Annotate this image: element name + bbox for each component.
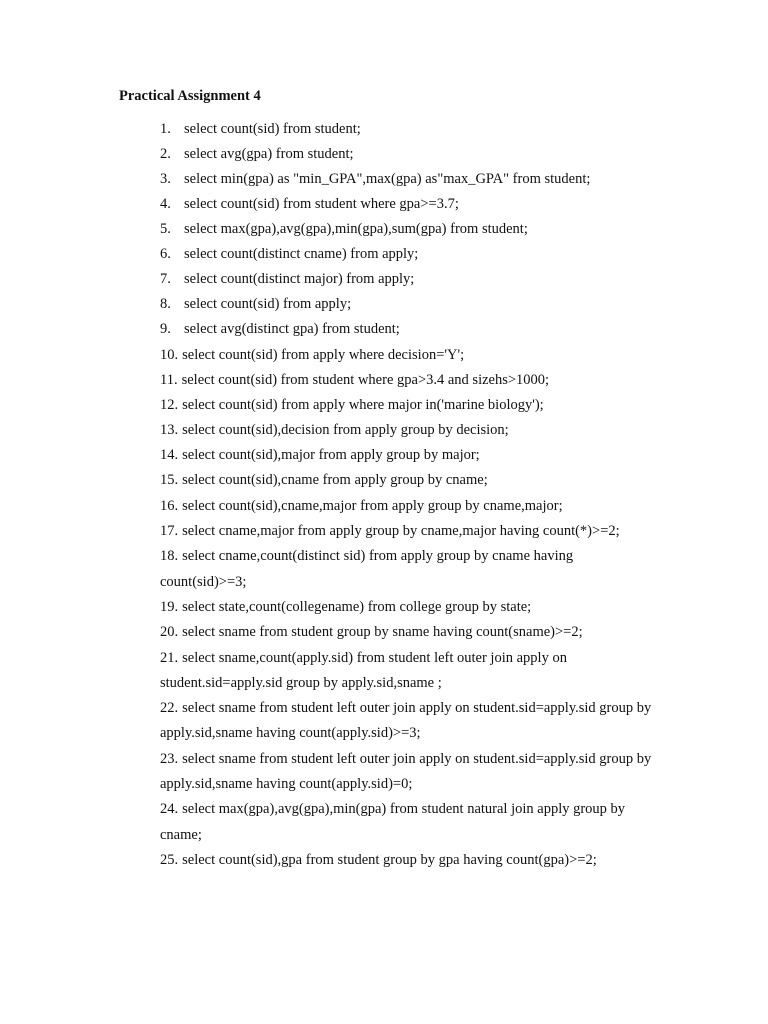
item-text: select count(sid),gpa from student group by gpa having count(gpa)>=2; (182, 852, 597, 868)
list-item (160, 699, 651, 717)
item-number: 19. (160, 599, 179, 615)
item-number: 7. (160, 271, 171, 287)
item-text: select avg(distinct gpa) from student; (184, 321, 400, 337)
item-text: select count(distinct cname) from apply; (184, 246, 419, 262)
list-item (160, 497, 563, 515)
item-text: select count(sid) from student; (184, 121, 361, 137)
item-text: select max(gpa),avg(gpa),min(gpa) from student natural join apply group by (182, 801, 626, 817)
item-number: 20. (160, 624, 179, 640)
list-item (160, 195, 459, 213)
list-item (160, 446, 480, 464)
list-item (160, 522, 620, 540)
list-item (160, 750, 651, 768)
item-text: select max(gpa),avg(gpa),min(gpa),sum(gpa) from student; (184, 221, 528, 237)
item-text-continuation: count(sid)>=3; (160, 574, 247, 590)
item-text: select count(sid) from student where gpa>3.4 and sizehs>1000; (181, 372, 550, 388)
list-item (160, 120, 361, 138)
list-item (160, 471, 488, 489)
item-number: 18. (160, 548, 179, 564)
list-item (160, 598, 531, 616)
item-text: select count(distinct major) from apply; (184, 271, 415, 287)
item-text-continuation: apply.sid,sname having count(apply.sid)>=3; (160, 725, 421, 741)
item-text: select count(sid) from apply where decision='Y'; (182, 347, 465, 363)
item-number: 10. (160, 347, 179, 363)
item-number: 8. (160, 296, 171, 312)
list-item (160, 800, 625, 818)
list-item (160, 371, 549, 389)
item-number: 15. (160, 472, 179, 488)
item-number: 6. (160, 246, 171, 262)
document-title: Practical Assignment 4 (119, 88, 261, 104)
item-text: select count(sid),cname from apply group by cname; (182, 472, 488, 488)
list-item (160, 295, 351, 313)
list-item (160, 220, 528, 238)
list-item (160, 145, 354, 163)
item-text-continuation: cname; (160, 827, 202, 843)
item-text-continuation: student.sid=apply.sid group by apply.sid,sname ; (160, 675, 442, 691)
item-text: select min(gpa) as "min_GPA",max(gpa) as"max_GPA" from student; (184, 171, 591, 187)
item-number: 24. (160, 801, 179, 817)
list-item (160, 623, 583, 641)
item-text: select count(sid),decision from apply group by decision; (182, 422, 509, 438)
item-number: 13. (160, 422, 179, 438)
item-number: 17. (160, 523, 179, 539)
list-item (160, 649, 567, 667)
item-number: 12. (160, 397, 179, 413)
item-text: select count(sid) from student where gpa>=3.7; (184, 196, 459, 212)
item-number: 16. (160, 498, 179, 514)
item-number: 21. (160, 650, 179, 666)
item-text: select sname,count(apply.sid) from student left outer join apply on (182, 650, 567, 666)
item-text: select sname from student group by sname having count(sname)>=2; (182, 624, 583, 640)
list-item (160, 851, 597, 869)
list-item (160, 245, 418, 263)
list-item (160, 320, 400, 338)
item-number: 5. (160, 221, 171, 237)
list-item (160, 170, 590, 188)
item-text: select cname,major from apply group by cname,major having count(*)>=2; (182, 523, 620, 539)
item-text: select state,count(collegename) from college group by state; (182, 599, 532, 615)
item-text: select count(sid),cname,major from apply group by cname,major; (182, 498, 563, 514)
item-number: 3. (160, 171, 171, 187)
list-item (160, 547, 573, 565)
item-text: select count(sid),major from apply group by major; (182, 447, 480, 463)
item-number: 23. (160, 751, 179, 767)
item-number: 11. (160, 372, 178, 388)
item-number: 25. (160, 852, 179, 868)
list-item (160, 270, 414, 288)
item-text: select count(sid) from apply where major in('marine biology'); (182, 397, 544, 413)
item-number: 22. (160, 700, 179, 716)
item-number: 14. (160, 447, 179, 463)
list-item (160, 346, 464, 364)
item-number: 4. (160, 196, 171, 212)
item-text-continuation: apply.sid,sname having count(apply.sid)=0; (160, 776, 413, 792)
item-text: select cname,count(distinct sid) from apply group by cname having (182, 548, 574, 564)
item-number: 9. (160, 321, 171, 337)
item-number: 2. (160, 146, 171, 162)
list-item (160, 396, 544, 414)
item-text: select count(sid) from apply; (184, 296, 352, 312)
item-text: select avg(gpa) from student; (184, 146, 354, 162)
item-text: select sname from student left outer join apply on student.sid=apply.sid group by (182, 700, 652, 716)
item-number: 1. (160, 121, 171, 137)
list-item (160, 421, 509, 439)
item-text: select sname from student left outer join apply on student.sid=apply.sid group by (182, 751, 652, 767)
